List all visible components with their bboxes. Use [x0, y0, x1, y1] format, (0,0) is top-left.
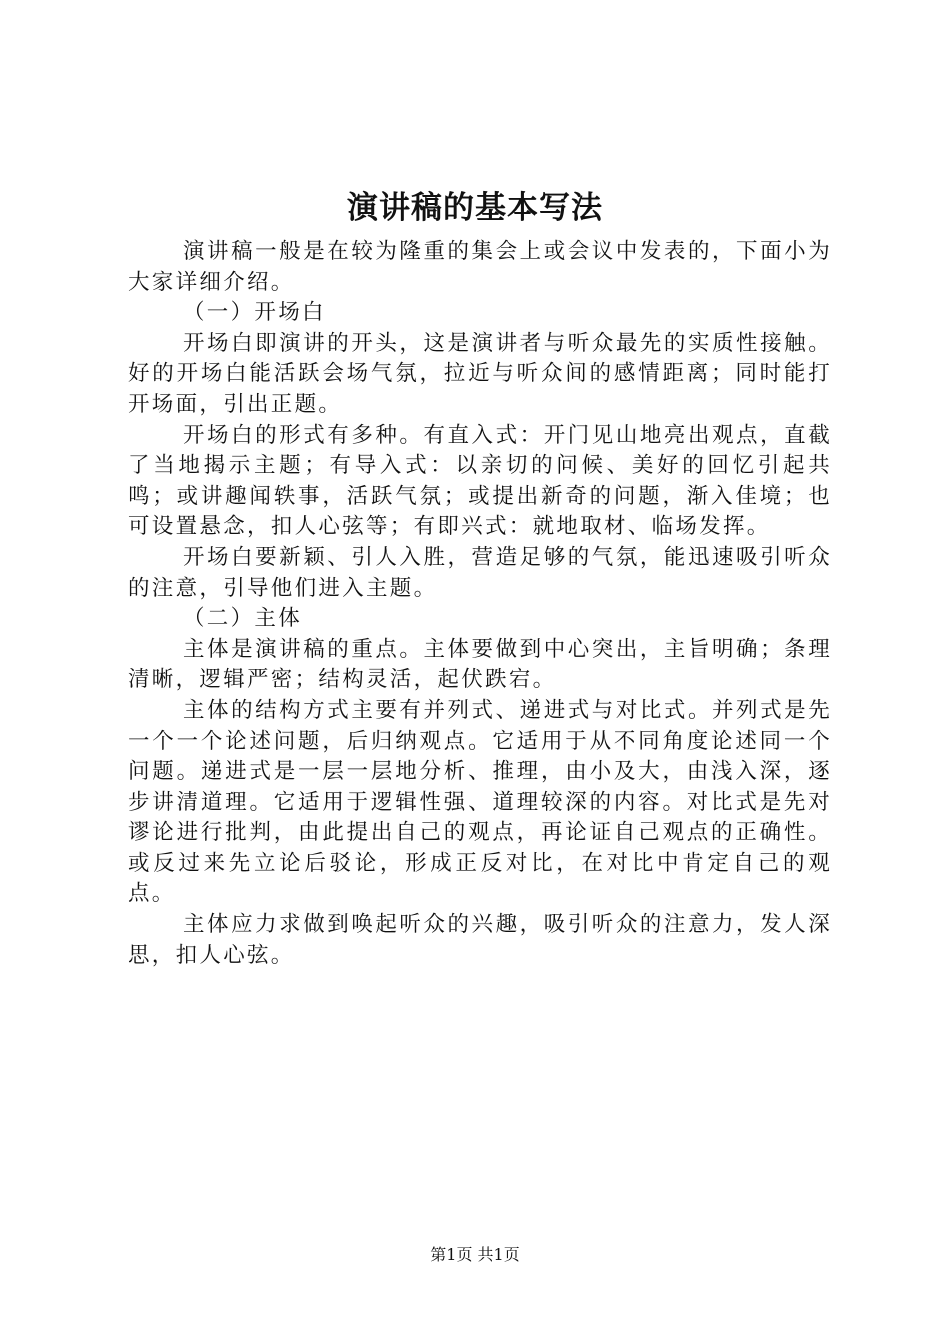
paragraph-main-body-focus: 主体是演讲稿的重点。主体要做到中心突出，主旨明确；条理清晰，逻辑严密；结构灵活，起伏跌宕。 [128, 636, 832, 693]
section-heading-main-body: （二）主体 [183, 606, 303, 632]
section-heading-opening: （一）开场白 [183, 300, 326, 326]
paragraph-intro: 演讲稿一般是在较为隆重的集会上或会议中发表的，下面小为大家详细介绍。 [128, 239, 832, 295]
paragraph-opening-definition: 开场白即演讲的开头，这是演讲者与听众最先的实质性接触。好的开场白能活跃会场气氛，拉近与听众间的感情距离；同时能打开场面，引出正题。 [128, 330, 832, 417]
document-title: 演讲稿的基本写法 [347, 190, 603, 226]
paragraph-opening-forms: 开场白的形式有多种。有直入式：开门见山地亮出观点，直截了当地揭示主题；有导入式：以亲切的问候、美好的回忆引起共鸣；或讲趣闻轶事，活跃气氛；或提出新奇的问题，渐入佳境；也可设置悬念，扣人心弦等；有即兴式：就地取材、临场发挥。 [128, 422, 832, 540]
paragraph-opening-requirements: 开场白要新颖、引人入胜，营造足够的气氛，能迅速吸引听众的注意，引导他们进入主题。 [128, 544, 832, 601]
page-footer: 第1页 共1页 [430, 1245, 520, 1264]
paragraph-main-body-goal: 主体应力求做到唤起听众的兴趣，吸引听众的注意力，发人深思，扣人心弦。 [128, 912, 832, 968]
paragraph-main-body-structure: 主体的结构方式主要有并列式、递进式与对比式。并列式是先一个一个论述问题，后归纳观点。它适用于从不同角度论述同一个问题。递进式是一层一层地分析、推理，由小及大，由浅入深，逐步讲清道理。它适用于逻辑性强、道理较深的内容。对比式是先对谬论进行批判，由此提出自己的观点，再论证自己观点的正确性。或反过来先立论后驳论，形成正反对比，在对比中肯定自己的观点。 [128, 697, 832, 907]
document-body [128, 237, 832, 971]
